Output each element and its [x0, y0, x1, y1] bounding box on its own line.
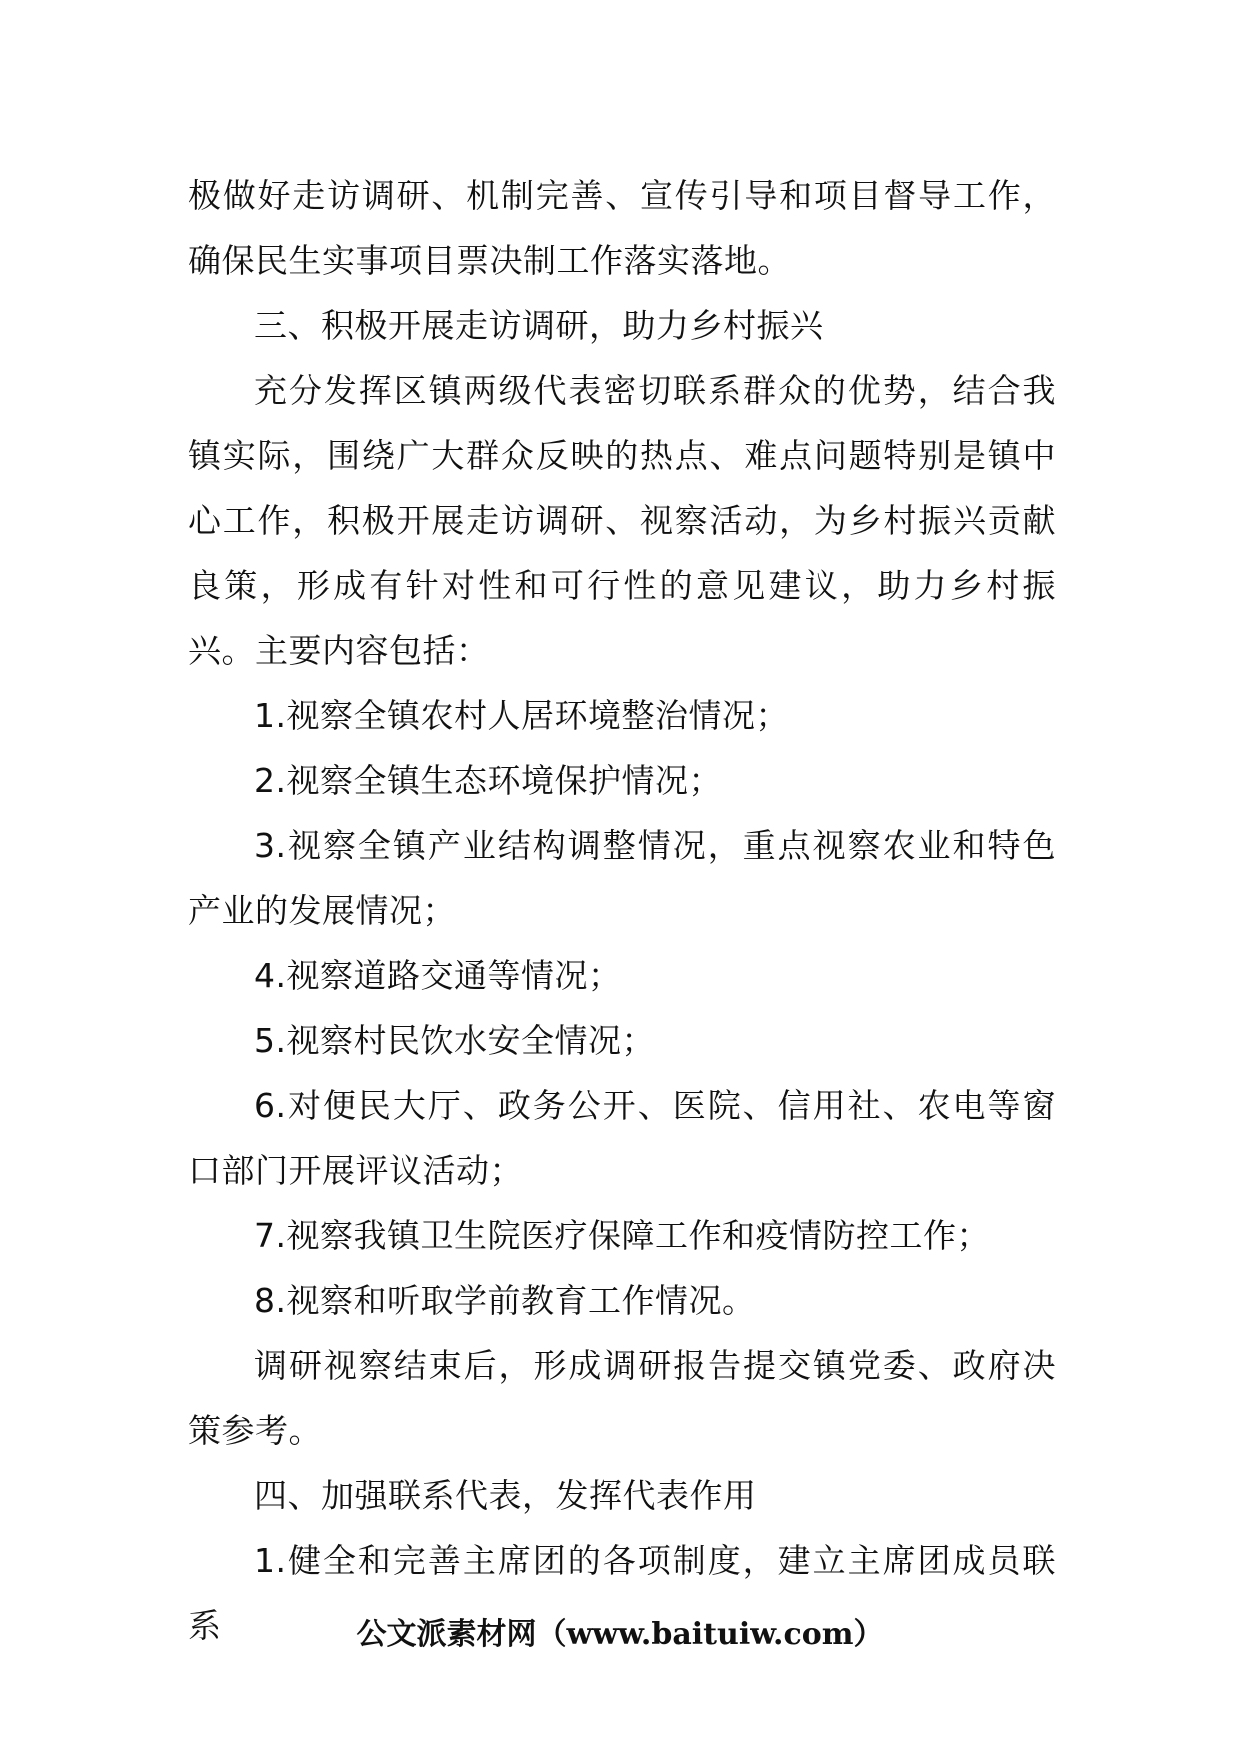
paragraph: 极做好走访调研、机制完善、宣传引导和项目督导工作，确保民生实事项目票决制工作落实落地。	[188, 176, 1056, 280]
list-item: 1.视察全镇农村人居环境整治情况；	[254, 696, 789, 735]
list-item: 6.对便民大厅、政务公开、医院、信用社、农电等窗口部门开展评议活动；	[188, 1086, 1056, 1190]
list-item: 4.视察道路交通等情况；	[254, 956, 622, 995]
section-heading-4: 四、加强联系代表，发挥代表作用	[254, 1476, 757, 1515]
footer-watermark: 公文派素材网（www.baituiw.com）	[356, 1617, 884, 1652]
paragraph: 调研视察结束后，形成调研报告提交镇党委、政府决策参考。	[188, 1346, 1056, 1450]
list-item: 8.视察和听取学前教育工作情况。	[254, 1281, 756, 1320]
list-item: 1.健全和完善主席团的各项制度，建立主席团成员联系	[188, 1541, 1056, 1645]
list-item: 2.视察全镇生态环境保护情况；	[254, 761, 722, 800]
document-body	[188, 163, 1056, 1658]
list-item: 3.视察全镇产业结构调整情况，重点视察农业和特色产业的发展情况；	[188, 826, 1056, 930]
section-heading-3: 三、积极开展走访调研，助力乡村振兴	[254, 306, 824, 345]
paragraph: 充分发挥区镇两级代表密切联系群众的优势，结合我镇实际，围绕广大群众反映的热点、难点问题特别是镇中心工作，积极开展走访调研、视察活动，为乡村振兴贡献良策，形成有针对性和可行性的意见建议，助力乡村振兴。主要内容包括：	[188, 371, 1056, 670]
list-item: 5.视察村民饮水安全情况；	[254, 1021, 655, 1060]
list-item: 7.视察我镇卫生院医疗保障工作和疫情防控工作；	[254, 1216, 990, 1255]
